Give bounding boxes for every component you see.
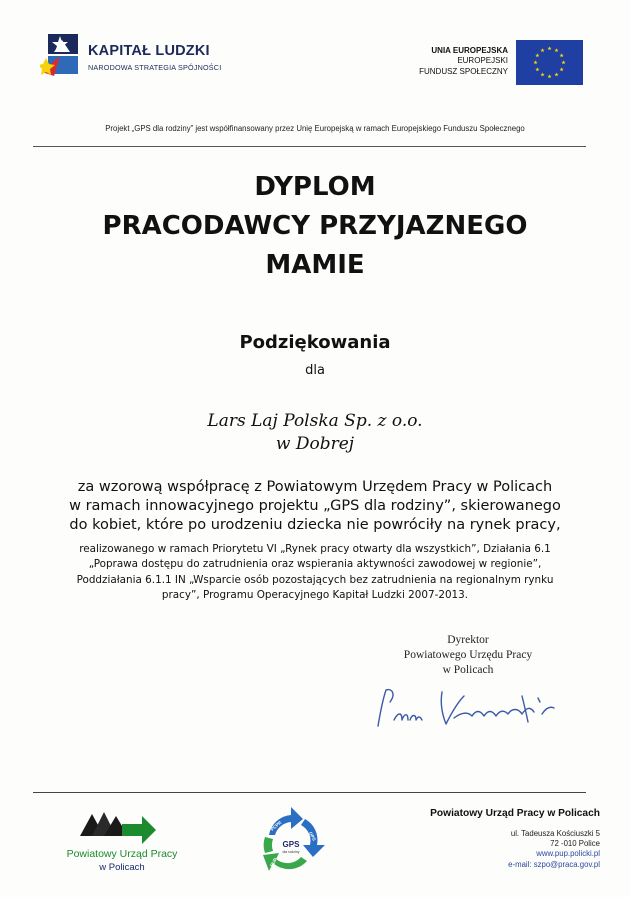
body-line: pracy”, Programu Operacyjnego Kapitał Ludzki 2007-2013. bbox=[161, 588, 469, 601]
pup-logo-line1: Powiatowy Urząd Pracy bbox=[66, 848, 178, 860]
address-postal: 72 -010 Police bbox=[550, 839, 600, 849]
company-location: w Dobrej bbox=[275, 434, 355, 454]
thanks-heading: Podziękowania bbox=[239, 332, 391, 353]
diploma-title-line: PRACODAWCY PRZYJAZNEGO bbox=[102, 211, 528, 241]
kapital-ludzki-logo-icon bbox=[40, 32, 80, 76]
body-line: w ramach innowacyjnego projektu „GPS dla rodziny”, skierowanego bbox=[69, 498, 561, 514]
gps-segment-label: PCPR bbox=[269, 819, 283, 832]
body-text-small bbox=[0, 542, 630, 603]
kapital-ludzki-title: KAPITAŁ LUDZKI bbox=[88, 43, 210, 59]
director-line: Dyrektor bbox=[447, 634, 489, 646]
body-text-large bbox=[0, 478, 630, 535]
director-block bbox=[383, 633, 553, 678]
eu-text-block bbox=[419, 46, 508, 77]
bottom-divider bbox=[33, 792, 586, 793]
office-address bbox=[508, 829, 600, 870]
gps-dla-rodziny-logo-icon bbox=[255, 805, 327, 877]
body-line: „Poprawa dostępu do zatrudnienia oraz wspierania aktywności zawodowej w regionie”, bbox=[88, 558, 542, 571]
eu-title: UNIA EUROPEJSKA bbox=[431, 46, 508, 55]
pup-logo-icon bbox=[78, 806, 158, 848]
director-line: w Policach bbox=[442, 664, 494, 676]
top-divider bbox=[33, 146, 586, 147]
project-cofinancing-line: Projekt „GPS dla rodziny” jest współfinansowany przez Unię Europejską w ramach Europejskiego Funduszu Społecznego bbox=[105, 124, 525, 133]
body-line: za wzorową współpracę z Powiatowym Urzędem Pracy w Policach bbox=[77, 479, 553, 495]
body-line: do kobiet, które po urodzeniu dziecka nie powróciły na rynek pracy, bbox=[69, 517, 561, 533]
body-line: Poddziałania 6.1.1 IN „Wsparcie osób pozostających bez zatrudnienia na regionalnym rynku bbox=[76, 573, 554, 586]
gps-center-label: GPS bbox=[282, 840, 300, 849]
company-name: Lars Laj Polska Sp. z o.o. bbox=[207, 411, 423, 431]
website-link[interactable]: www.pup.policki.pl bbox=[536, 849, 600, 859]
pup-logo-line2: w Policach bbox=[99, 862, 145, 873]
gps-segment-label: OPS bbox=[307, 830, 317, 842]
diploma-title bbox=[0, 168, 630, 285]
address-street: ul. Tadeusza Kościuszki 5 bbox=[510, 829, 600, 838]
recipient-company bbox=[0, 410, 630, 456]
gps-small-label: dla rodziny bbox=[282, 850, 300, 854]
for-word: dla bbox=[305, 363, 325, 378]
gps-segment-label: PUP bbox=[269, 856, 279, 868]
eu-flag-icon bbox=[516, 40, 583, 85]
pup-logo-text bbox=[52, 848, 192, 874]
email-link[interactable]: e-mail: szpo@praca.gov.pl bbox=[508, 859, 600, 869]
eu-fund-line2: FUNDUSZ SPOŁECZNY bbox=[419, 67, 508, 76]
diploma-title-line: MAMIE bbox=[265, 250, 365, 280]
office-name: Powiatowy Urząd Pracy w Policach bbox=[430, 808, 600, 819]
eu-fund-line1: EUROPEJSKI bbox=[457, 56, 508, 65]
body-line: realizowanego w ramach Priorytetu VI „Rynek pracy otwarty dla wszystkich”, Działania 6.1 bbox=[79, 543, 551, 555]
diploma-title-line: DYPLOM bbox=[254, 172, 376, 202]
kapital-ludzki-subtitle: NARODOWA STRATEGIA SPÓJNOŚCI bbox=[88, 63, 222, 72]
handwritten-signature-icon bbox=[372, 682, 572, 734]
director-line: Powiatowego Urzędu Pracy bbox=[403, 649, 533, 661]
